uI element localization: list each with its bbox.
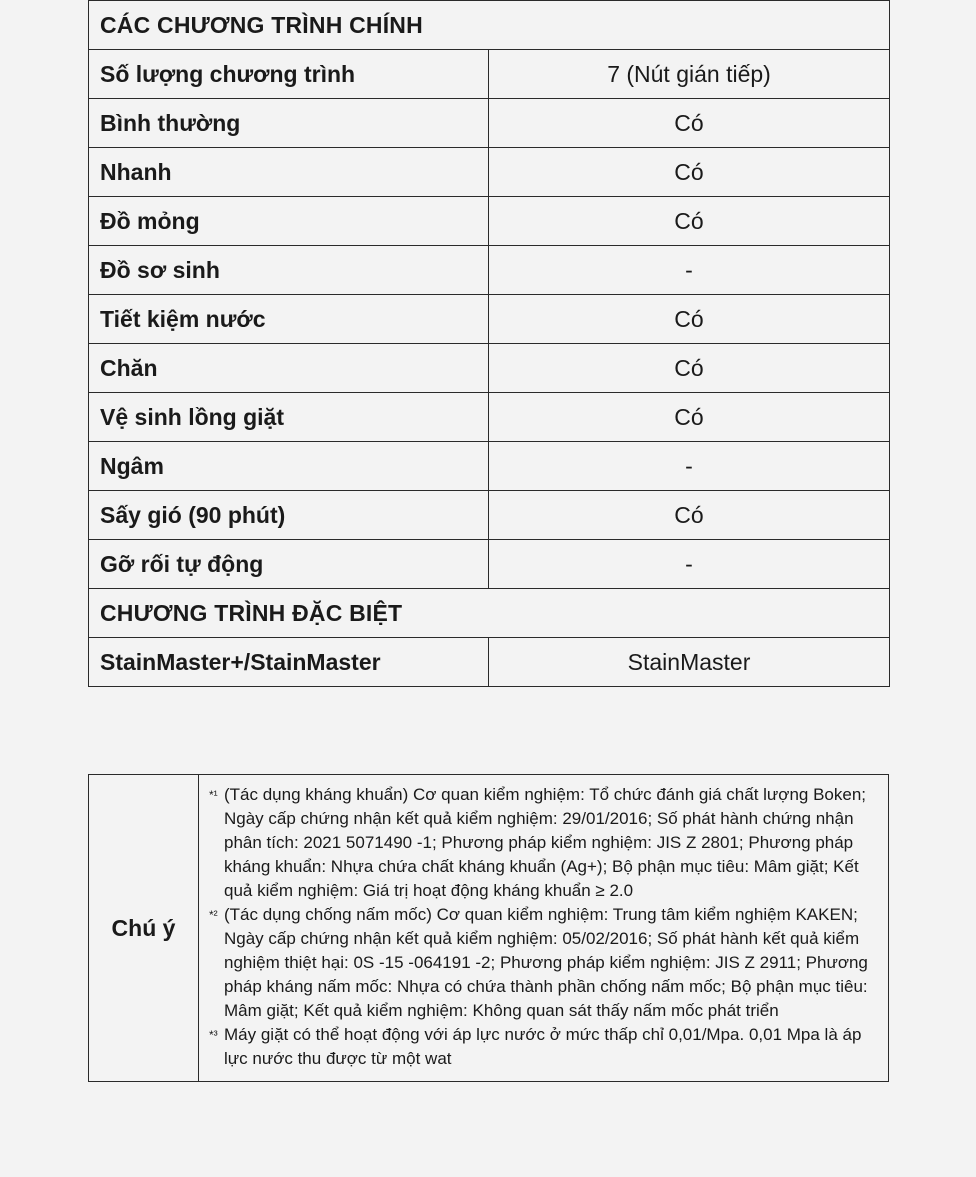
main-section-title: CÁC CHƯƠNG TRÌNH CHÍNH [89,1,890,50]
spec-row-label: StainMaster+/StainMaster [89,638,489,687]
spec-row-label: Đồ mỏng [89,197,489,246]
note-footnote-mark: *² [209,908,218,922]
notes-table [88,774,889,1082]
spec-row-label: Ngâm [89,442,489,491]
spec-row-label: Chăn [89,344,489,393]
spec-row-label: Tiết kiệm nước [89,295,489,344]
note-text: (Tác dụng chống nấm mốc) Cơ quan kiểm nghiệm: Trung tâm kiểm nghiệm KAKEN; Ngày cấp chứng nhận kết quả kiểm nghiệm: 05/02/2016; Số phát hành kết quả kiểm nghiệm thiệt hại: 0S -15 -064191 -2; Phương pháp kiểm nghiệm: JIS Z 2911; Phương pháp kháng nấm mốc: Nhựa có chứa thành phần chống nấm mốc; Bộ phận mục tiêu: Mâm giặt; Kết quả kiểm nghiệm: Không quan sát thấy nấm mốc phát triển [224,905,868,1020]
spec-row-value: Có [489,344,890,393]
spec-row [89,491,890,540]
note-text: Máy giặt có thể hoạt động với áp lực nước ở mức thấp chỉ 0,01/Mpa. 0,01 Mpa là áp lực nước thu được từ một wat [224,1025,862,1068]
spec-row-label: Gỡ rối tự động [89,540,489,589]
spec-row [89,295,890,344]
note-text: (Tác dụng kháng khuẩn) Cơ quan kiểm nghiệm: Tổ chức đánh giá chất lượng Boken; Ngày cấp chứng nhận kết quả kiểm nghiệm: 29/01/2016; Số phát hành chứng nhận phân tích: 2021 5071490 -1; Phương pháp kiểm nghiệm: JIS Z 2801; Phương pháp kháng khuẩn: Nhựa chứa chất kháng khuẩn (Ag+); Bộ phận mục tiêu: Mâm giặt; Kết quả kiểm nghiệm: Giá trị hoạt động kháng khuẩn ≥ 2.0 [224,785,866,900]
note-footnote-mark: *³ [209,1028,218,1042]
main-section-header-row [89,1,890,50]
spec-row-value: StainMaster [489,638,890,687]
spec-row-value: - [489,442,890,491]
spec-row [89,393,890,442]
spec-row [89,540,890,589]
spec-row [89,246,890,295]
spec-row-value: Có [489,491,890,540]
spec-row-value: 7 (Nút gián tiếp) [489,50,890,99]
spec-row-value: Có [489,295,890,344]
spec-row [89,99,890,148]
special-section-title: CHƯƠNG TRÌNH ĐẶC BIỆT [89,589,890,638]
spec-row-value: Có [489,148,890,197]
spec-row-value: Có [489,393,890,442]
spec-row-label: Đồ sơ sinh [89,246,489,295]
spec-row [89,148,890,197]
program-spec-table [88,0,890,687]
note-item [209,903,886,1023]
special-section-header-row [89,589,890,638]
spec-row [89,442,890,491]
notes-body [199,775,889,1082]
notes-title: Chú ý [89,775,199,1082]
spec-row-label: Bình thường [89,99,489,148]
note-footnote-mark: *¹ [209,788,218,802]
spec-row [89,638,890,687]
note-item [209,783,886,903]
spec-row-value: - [489,540,890,589]
spec-row-label: Số lượng chương trình [89,50,489,99]
note-item [209,1023,886,1071]
spec-table-body [89,1,890,687]
spec-row-value: Có [489,197,890,246]
spec-row-label: Sấy gió (90 phút) [89,491,489,540]
spec-row-value: Có [489,99,890,148]
spec-row-label: Nhanh [89,148,489,197]
spec-row-value: - [489,246,890,295]
spec-row-label: Vệ sinh lồng giặt [89,393,489,442]
spec-row [89,344,890,393]
spec-row [89,197,890,246]
notes-row [89,775,889,1082]
spec-row [89,50,890,99]
